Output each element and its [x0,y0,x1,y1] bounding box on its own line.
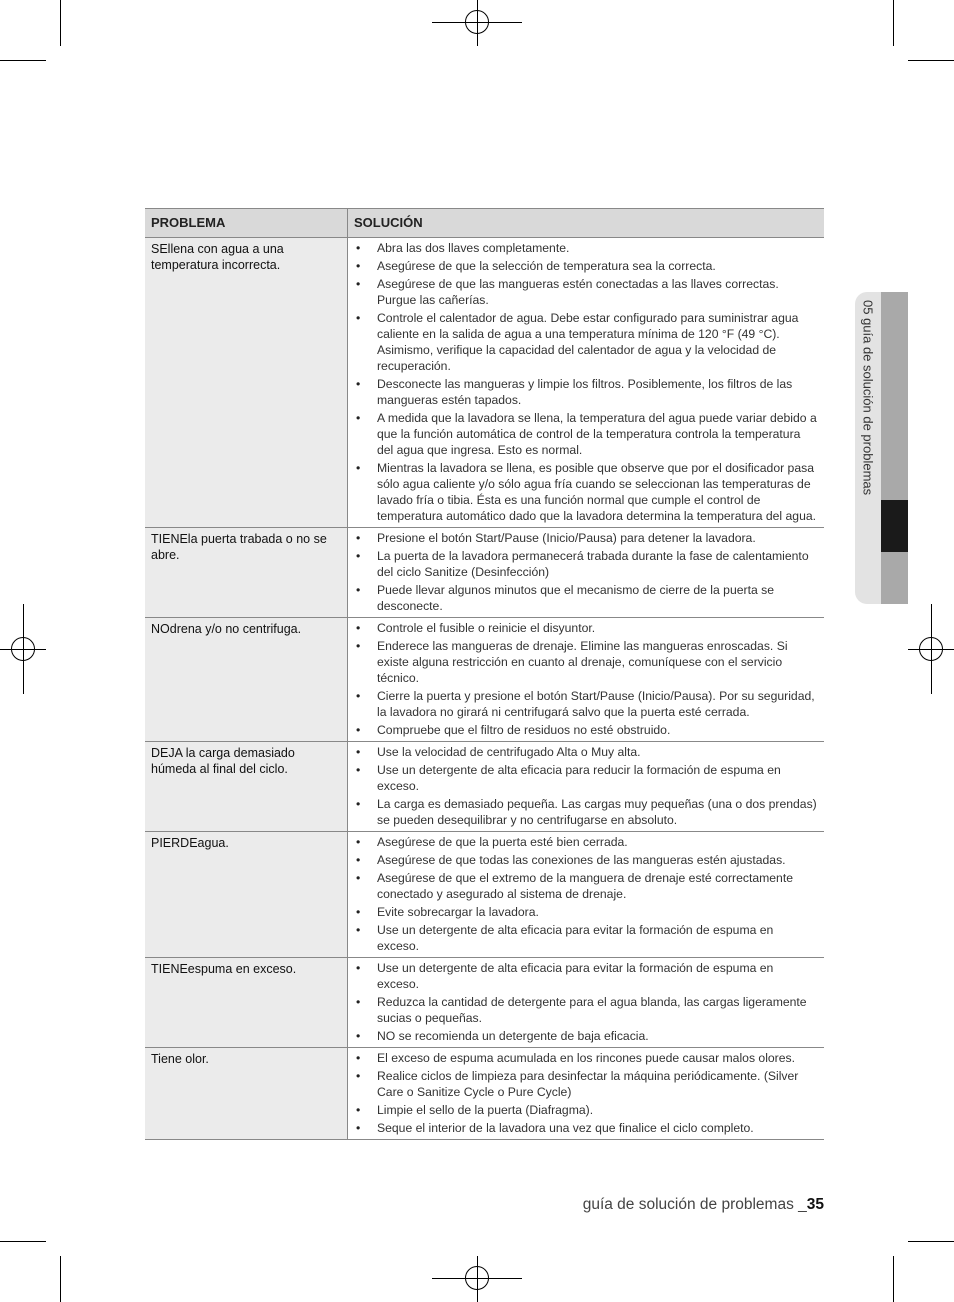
crop-mark [908,60,954,61]
crop-mark [893,0,894,46]
problem-cell: PIERDEagua. [145,832,348,958]
solution-cell [348,958,825,1048]
table-row [145,528,824,618]
problem-cell: TIENEespuma en exceso. [145,958,348,1048]
solution-cell [348,1048,825,1140]
table-row [145,618,824,742]
problem-cell: Tiene olor. [145,1048,348,1140]
table-row [145,742,824,832]
crop-mark [60,0,61,46]
page-footer [583,1196,824,1214]
problem-cell: DEJA la carga demasiado húmeda al final del ciclo. [145,742,348,832]
list-item: • NO se recomienda un detergente de baja eficacia. [354,1028,818,1044]
list-item: • Presione el botón Start/Pause (Inicio/Pausa) para detener la lavadora. [354,530,818,546]
solution-cell [348,832,825,958]
table-row [145,958,824,1048]
table-header-row [145,209,824,238]
table-row [145,238,824,528]
list-item: • Desconecte las mangueras y limpie los filtros. Posiblemente, los filtros de las mangueras estén tapados. [354,376,818,408]
list-item: • Evite sobrecargar la lavadora. [354,904,818,920]
solution-cell [348,618,825,742]
list-item: • Asegúrese de que las mangueras estén conectadas a las llaves correctas. Purgue las cañerías. [354,276,818,308]
solution-list [354,834,818,954]
list-item: • Use un detergente de alta eficacia para reducir la formación de espuma en exceso. [354,762,818,794]
solution-list [354,530,818,614]
solution-list [354,744,818,828]
list-item: • El exceso de espuma acumulada en los rincones puede causar malos olores. [354,1050,818,1066]
header-problem: PROBLEMA [145,209,348,238]
list-item: • Puede llevar algunos minutos que el mecanismo de cierre de la puerta se desconecte. [354,582,818,614]
list-item: • Use la velocidad de centrifugado Alta o Muy alta. [354,744,818,760]
chapter-tab-label: 05 guía de solución de problemas [860,300,876,496]
solution-list [354,960,818,1044]
footer-text: guía de solución de problemas _ [582,1196,807,1213]
registration-circle [11,637,35,661]
list-item: • A medida que la lavadora se llena, la temperatura del agua puede variar debido a que la función automática de control de la temperatura controla la temperatura del agua que ingresa. Esto es normal. [354,410,818,458]
header-solution: SOLUCIÓN [348,209,825,238]
problem-cell: SEllena con agua a una temperatura incorrecta. [145,238,348,528]
list-item: • Mientras la lavadora se llena, es posible que observe que por el dosificador pasa sólo agua caliente y/o sólo agua fría cuando se seleccionan las temperaturas de lavado fría o tibia. Ésta es una función normal que cumple el control de temperatura automático dado que la lavadora determina la temperatura del agua. [354,460,818,524]
list-item: • Asegúrese de que el extremo de la manguera de drenaje esté correctamente conectado y asegurado al sistema de drenaje. [354,870,818,902]
crop-mark [893,1256,894,1302]
troubleshooting-table [145,208,824,1140]
crop-mark [0,60,46,61]
page-number: 35 [806,1196,824,1213]
list-item: • La puerta de la lavadora permanecerá trabada durante la fase de calentamiento del ciclo Sanitize (Desinfección) [354,548,818,580]
list-item: • Seque el interior de la lavadora una vez que finalice el ciclo completo. [354,1120,818,1136]
list-item: • Realice ciclos de limpieza para desinfectar la máquina periódicamente. (Silver Care o Sanitize Cycle o Pure Cycle) [354,1068,818,1100]
chapter-tab-strip [881,292,908,604]
list-item: • Use un detergente de alta eficacia para evitar la formación de espuma en exceso. [354,922,818,954]
list-item: • Reduzca la cantidad de detergente para el agua blanda, las cargas ligeramente sucias o pequeñas. [354,994,818,1026]
solution-cell [348,742,825,832]
solution-list [354,620,818,738]
list-item: • Abra las dos llaves completamente. [354,240,818,256]
list-item: • Asegúrese de que todas las conexiones de las mangueras estén ajustadas. [354,852,818,868]
list-item: • Controle el calentador de agua. Debe estar configurado para suministrar agua caliente en la salida de agua a una temperatura mínima de 120 °F (49 °C). Asimismo, verifique la capacidad del calentador de agua y la velocidad de recuperación. [354,310,818,374]
registration-circle [465,1266,489,1290]
problem-cell: NOdrena y/o no centrifuga. [145,618,348,742]
list-item: • Asegúrese de que la selección de temperatura sea la correcta. [354,258,818,274]
solution-list [354,240,818,524]
list-item: • Enderece las mangueras de drenaje. Elimine las mangueras enroscadas. Si existe alguna restricción en cuanto al drenaje, comuníquese con el servicio técnico. [354,638,818,686]
table-row [145,1048,824,1140]
list-item: • Cierre la puerta y presione el botón Start/Pause (Inicio/Pausa). Por su seguridad, la lavadora no girará ni centrifugará salvo que la puerta esté cerrada. [354,688,818,720]
list-item: • Compruebe que el filtro de residuos no esté obstruido. [354,722,818,738]
crop-mark [60,1256,61,1302]
list-item: • Limpie el sello de la puerta (Diafragma). [354,1102,818,1118]
table-body [145,238,824,1140]
crop-mark [908,1241,954,1242]
list-item: • Asegúrese de que la puerta esté bien cerrada. [354,834,818,850]
list-item: • Controle el fusible o reinicie el disyuntor. [354,620,818,636]
list-item: • Use un detergente de alta eficacia para evitar la formación de espuma en exceso. [354,960,818,992]
registration-circle [919,637,943,661]
table-row [145,832,824,958]
problem-cell: TIENEla puerta trabada o no se abre. [145,528,348,618]
solution-cell [348,528,825,618]
chapter-tab-marker [881,500,908,552]
crop-mark [0,1241,46,1242]
list-item: • La carga es demasiado pequeña. Las cargas muy pequeñas (una o dos prendas) se pueden desequilibrar y no centrifugarse en absoluto. [354,796,818,828]
registration-circle [465,10,489,34]
solution-list [354,1050,818,1136]
solution-cell [348,238,825,528]
